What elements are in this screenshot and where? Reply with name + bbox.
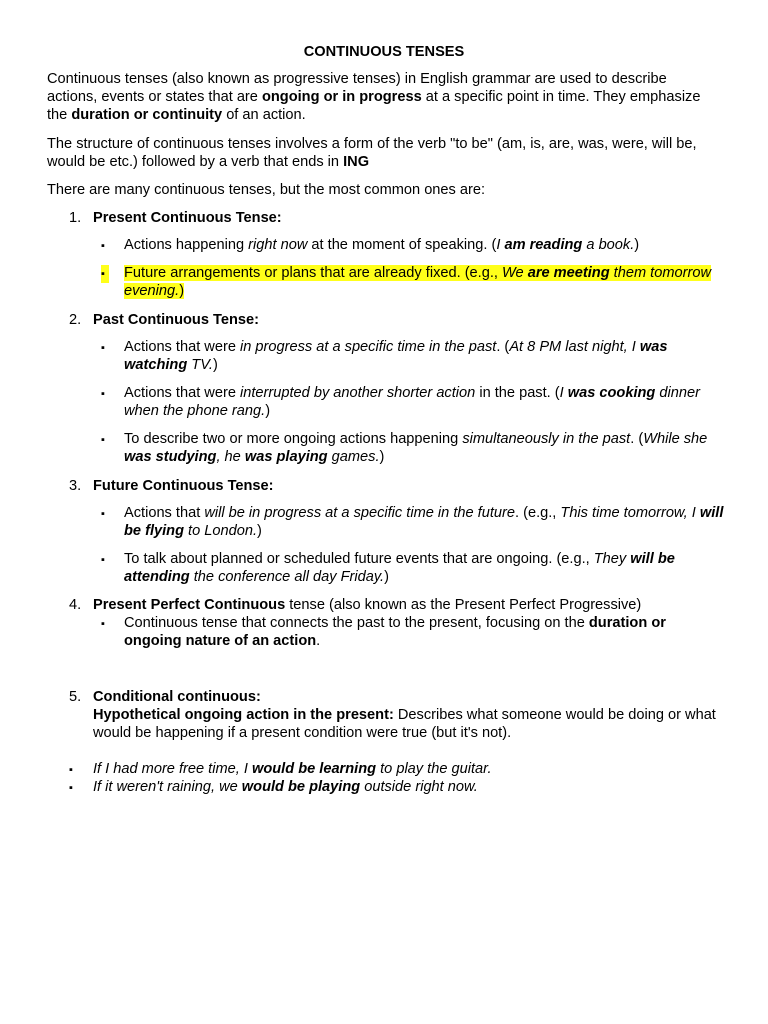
italic-text: a book.: [582, 237, 635, 253]
italic-text: I: [496, 237, 505, 253]
bold-italic-run: will be attending: [124, 551, 675, 585]
italic-text: to play the guitar.: [376, 761, 492, 777]
bold-italic-run: would be learning: [251, 761, 377, 777]
text-run: Continuous tenses (also known as progressive tenses) in English grammar are used to describe actions, events or states that are: [47, 71, 667, 105]
text-run: .: [316, 633, 321, 649]
bold-text: ongoing or in progress: [261, 89, 422, 105]
list-number: 5.: [69, 689, 82, 705]
bold-italic-run: would be playing: [241, 779, 361, 795]
bold-italic-text: [528, 265, 610, 281]
list-item: [124, 236, 724, 254]
text-run: . (: [630, 431, 644, 447]
highlighted-text: [124, 265, 711, 299]
bold-italic-run: was playing: [244, 449, 328, 465]
text-run: tense (also known as the Present Perfect Progressive): [285, 597, 642, 613]
bold-italic-run: am reading: [504, 237, 583, 253]
bold-italic-text: [252, 761, 376, 777]
text-run: at a specific point in time. They emphasize the: [47, 89, 701, 123]
list-item: [124, 384, 724, 420]
bold-text: Past Continuous Tense:: [93, 312, 259, 328]
text-run: To describe two or more ongoing actions happening: [124, 431, 463, 447]
page-title: CONTINUOUS TENSES: [303, 44, 465, 60]
italic-text: I: [559, 385, 568, 401]
italic-text: If I had more free time, I: [93, 761, 252, 777]
italic-text: dinner when the phone rang.: [124, 385, 700, 419]
bold-text: Present Perfect Continuous: [93, 597, 286, 613]
list-item: [124, 550, 724, 586]
italic-text: in progress at a specific time in the past: [240, 339, 497, 355]
text-run: Describes what someone would be doing or what would be happening if a present condition were true (but it's not).: [93, 707, 716, 741]
italic-text: This time tomorrow, I: [560, 505, 700, 521]
bold-italic-run: was studying: [124, 449, 217, 465]
list-item: [124, 614, 724, 650]
bold-text: Conditional continuous:: [93, 689, 261, 705]
italic-text: At 8 PM last night, I: [509, 339, 640, 355]
italic-text: If it weren't raining, we: [93, 779, 242, 795]
intro-paragraph-2: [47, 135, 717, 171]
italic-text: to London.: [184, 523, 258, 539]
text-run: at the moment of speaking. (: [307, 237, 497, 253]
list-number: 3.: [69, 478, 82, 494]
intro-paragraph-3: There are many continuous tenses, but the most common ones are:: [47, 182, 486, 198]
text-run: . (e.g.,: [514, 505, 561, 521]
bold-text: duration or ongoing nature of an action: [124, 615, 666, 649]
text-run: ): [634, 237, 640, 253]
section-heading: [93, 477, 723, 495]
bold-italic-run: was cooking: [567, 385, 656, 401]
list-item: [93, 760, 723, 778]
bullet-icon: ▪: [101, 554, 105, 566]
bold-italic-text: [504, 237, 582, 253]
italic-text: TV.: [187, 357, 213, 373]
italic-text: simultaneously in the past: [462, 431, 631, 447]
bullet-icon: ▪: [101, 618, 105, 630]
bold-italic-text: [124, 449, 216, 465]
text-run: ): [384, 569, 389, 585]
italic-text: the conference all day Friday.: [189, 569, 385, 585]
section-heading: [93, 596, 723, 614]
bold-text: Hypothetical ongoing action in the present:: [93, 707, 394, 723]
text-run: in the past. (: [475, 385, 560, 401]
text-run: Continuous tense that connects the past to the present, focusing on the: [124, 615, 589, 631]
text-run: The structure of continuous tenses involves a form of the verb "to be" (am, is, are, was, were, will be, would be etc.) followed by a verb that ends in: [47, 136, 697, 170]
text-run: ): [212, 357, 218, 373]
bullet-icon: ▪: [101, 342, 105, 354]
bullet-icon: ▪: [101, 434, 105, 446]
bold-italic-text: [568, 385, 656, 401]
text-run: Actions that were: [124, 339, 240, 355]
section-heading: [93, 688, 723, 706]
list-item-highlighted: [124, 264, 724, 300]
bullet-icon: ▪: [69, 764, 73, 776]
italic-text: will be in progress at a specific time in the future: [204, 505, 515, 521]
text-run: ): [265, 403, 271, 419]
text-run: To talk about planned or scheduled future events that are ongoing. (e.g.,: [124, 551, 594, 567]
list-number: 2.: [69, 312, 82, 328]
bullet-icon: ▪: [101, 265, 109, 283]
text-run: ): [257, 523, 262, 539]
italic-text: outside right now.: [360, 779, 478, 795]
italic-text: right now: [248, 237, 308, 253]
bold-text: Present Continuous Tense:: [93, 210, 282, 226]
text-run: ): [179, 283, 185, 299]
bullet-icon: ▪: [101, 508, 105, 520]
list-number: 4.: [69, 597, 82, 613]
bold-text: ING: [343, 154, 370, 170]
section-description: [93, 706, 723, 742]
text-run: Future arrangements or plans that are already fixed. (e.g.,: [124, 265, 503, 281]
list-item: [93, 778, 723, 796]
bold-italic-run: are meeting: [527, 265, 610, 281]
list-item: [124, 430, 724, 466]
italic-text: While she: [643, 431, 708, 447]
list-item: [124, 504, 724, 540]
list-number: 1.: [69, 210, 82, 226]
text-run: Actions that were: [124, 385, 240, 401]
bold-italic-run: was watching: [124, 339, 668, 373]
bullet-icon: ▪: [101, 388, 105, 400]
italic-text: We: [502, 265, 528, 281]
italic-text: They: [593, 551, 631, 567]
italic-text: them tomorrow evening.: [124, 265, 711, 299]
text-run: . (: [496, 339, 510, 355]
text-run: Actions that: [124, 505, 205, 521]
text-run: of an action.: [222, 107, 306, 123]
text-run: ): [379, 449, 385, 465]
bullet-icon: ▪: [101, 240, 105, 252]
bold-text: Future Continuous Tense:: [93, 478, 274, 494]
section-heading: [93, 311, 723, 329]
bold-italic-text: [245, 449, 328, 465]
italic-text: games.: [327, 449, 380, 465]
section-heading: [93, 209, 723, 227]
bold-italic-run: will be flying: [124, 505, 724, 539]
italic-text: interrupted by another shorter action: [240, 385, 476, 401]
italic-text: , he: [216, 449, 245, 465]
bold-text: duration or continuity: [71, 107, 223, 123]
bullet-icon: ▪: [69, 782, 73, 794]
intro-paragraph-1: [47, 70, 717, 124]
text-run: Actions happening: [124, 237, 249, 253]
list-item: [124, 338, 724, 374]
bold-italic-text: [242, 779, 360, 795]
